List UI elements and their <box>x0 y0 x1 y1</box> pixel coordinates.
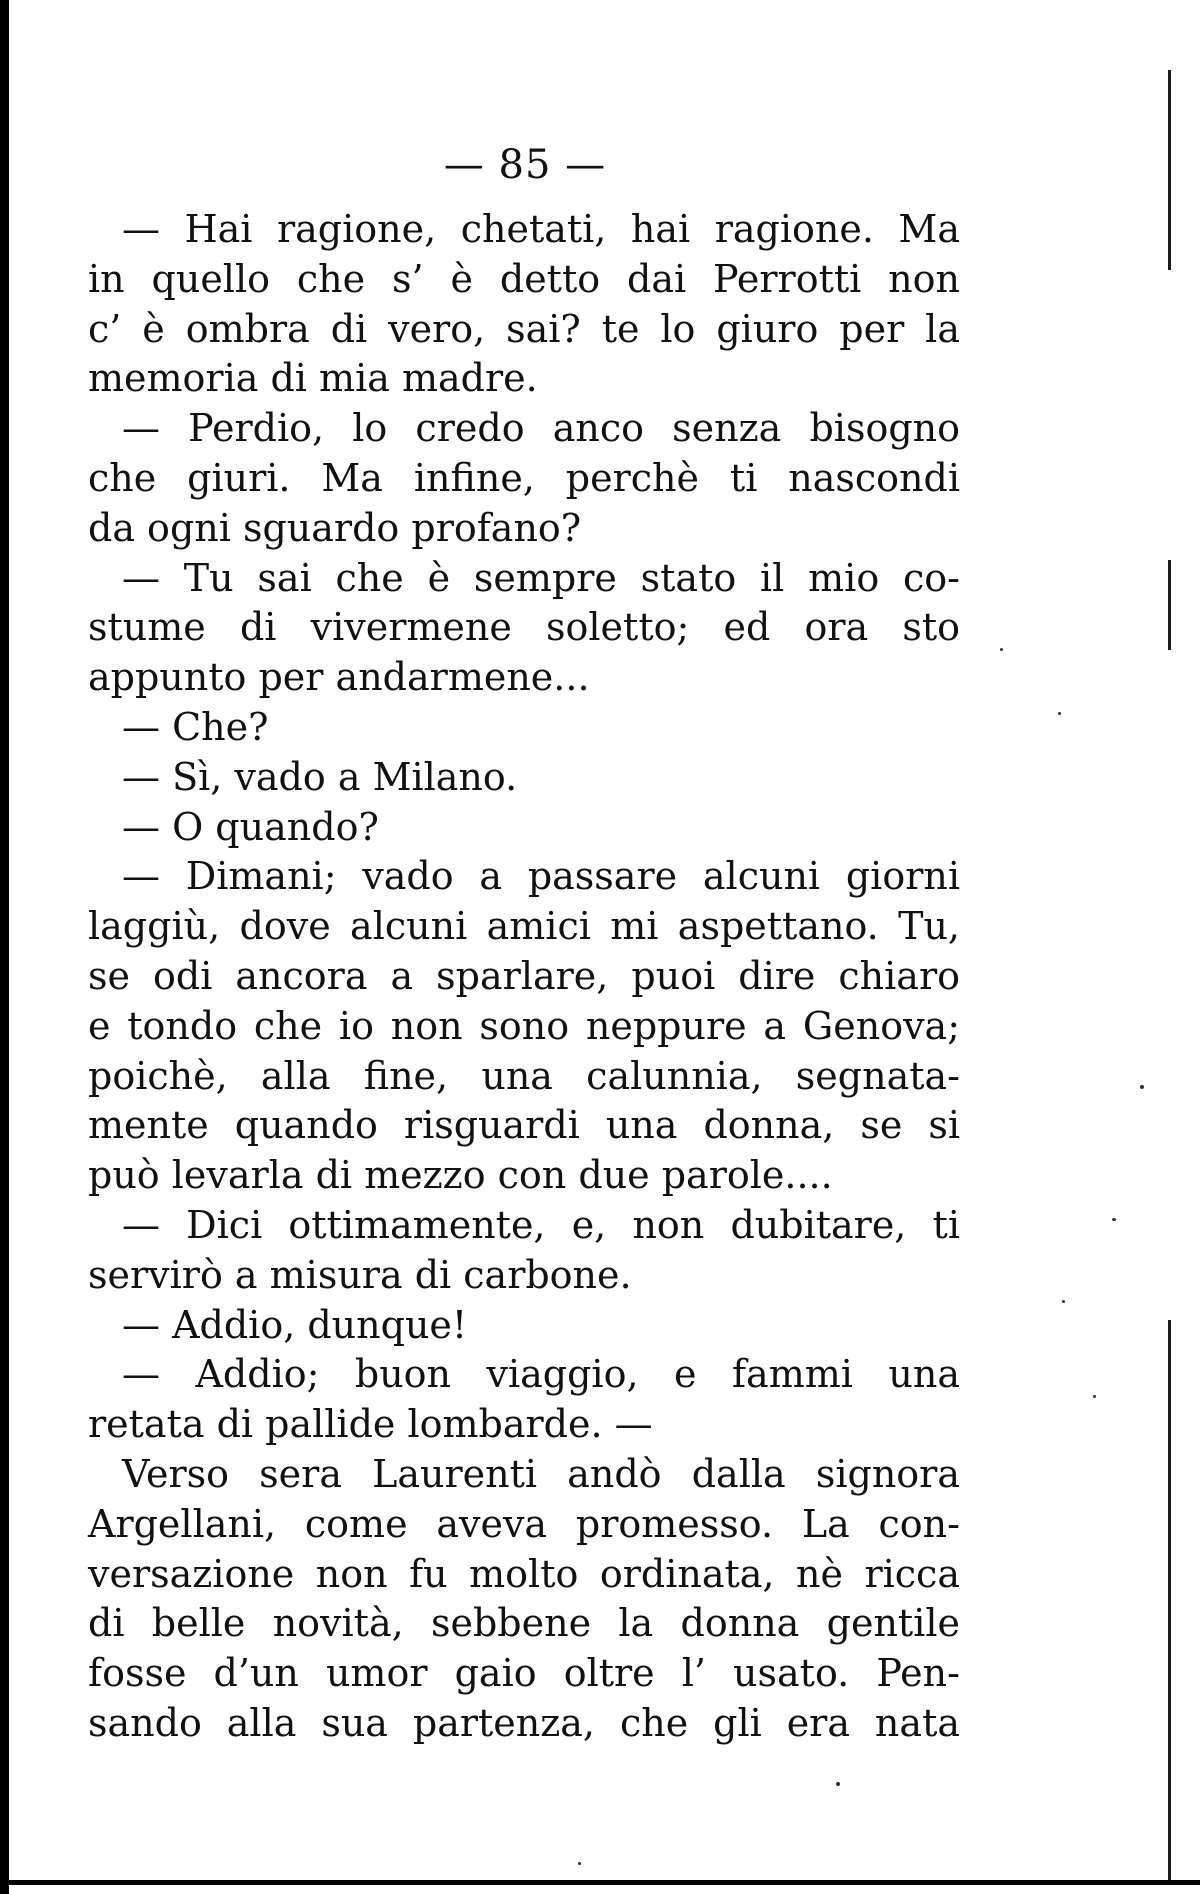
text-line: — Perdio, lo credo anco senza bisogno <box>122 406 960 451</box>
scan-speck <box>1093 1395 1096 1398</box>
page-left-edge <box>0 0 9 1894</box>
text-line: — Sì, vado a Milano. <box>122 754 518 799</box>
page-number: — 85 — <box>443 142 607 188</box>
text-line: versazione non fu molto ordinata, nè ricca <box>88 1551 960 1596</box>
text-line: laggiù, dove alcuni amici mi aspettano. Tu, <box>88 904 960 949</box>
text-line: Verso sera Laurenti andò dalla signora <box>122 1451 960 1496</box>
text-line: di belle novità, sebbene la donna gentile <box>88 1601 960 1646</box>
text-line: può levarla di mezzo con due parole.... <box>88 1153 833 1198</box>
text-line: mente quando risguardi una donna, se si <box>88 1103 960 1148</box>
text-line: — O quando? <box>122 804 379 849</box>
text-line: — Dimani; vado a passare alcuni giorni <box>122 854 960 899</box>
right-margin-rule <box>1168 1320 1171 1880</box>
page-body <box>88 205 960 1749</box>
text-line: appunto per andarmene... <box>88 655 590 700</box>
scan-speck <box>836 1782 840 1786</box>
text-line: da ogni sguardo profano? <box>88 505 582 550</box>
scan-speck <box>1062 1300 1065 1303</box>
text-line: servirò a misura di carbone. <box>88 1252 632 1297</box>
scan-speck <box>1000 648 1003 651</box>
text-line: poichè, alla fine, una calunnia, segnata- <box>88 1053 960 1098</box>
text-line: — Hai ragione, chetati, hai ragione. Ma <box>122 207 960 251</box>
scan-speck <box>1058 712 1061 715</box>
page-bottom-edge <box>0 1880 1200 1885</box>
scan-speck <box>578 1862 581 1865</box>
text-line: — Addio; buon viaggio, e fammi una <box>122 1352 960 1397</box>
text-line: — Addio, dunque! <box>122 1302 468 1347</box>
right-margin-rule <box>1168 560 1171 650</box>
right-margin-rule <box>1168 70 1171 270</box>
text-line: Argellani, come aveva promesso. La con- <box>88 1501 960 1546</box>
text-line: c’ è ombra di vero, sai? te lo giuro per la <box>88 306 960 351</box>
text-line: — Dici ottimamente, e, non dubitare, ti <box>122 1202 960 1247</box>
text-line: — Che? <box>122 704 269 749</box>
text-line: — Tu sai che è sempre stato il mio co- <box>122 555 960 600</box>
text-line: fosse d’un umor gaio oltre l’ usato. Pen- <box>88 1651 960 1696</box>
scan-speck <box>1140 1085 1144 1089</box>
text-line: che giuri. Ma infine, perchè ti nascondi <box>88 455 960 500</box>
text-line: se odi ancora a sparlare, puoi dire chiaro <box>88 953 960 998</box>
text-line: stume di vivermene soletto; ed ora sto <box>88 605 960 650</box>
text-line: memoria di mia madre. <box>88 356 538 401</box>
text-line: sando alla sua partenza, che gli era nata <box>88 1700 960 1745</box>
scan-speck <box>1112 1218 1116 1221</box>
text-line: e tondo che io non sono neppure a Genova; <box>88 1003 960 1048</box>
text-line: in quello che s’ è detto dai Perrotti non <box>88 256 960 301</box>
text-line: retata di pallide lombarde. — <box>88 1402 653 1447</box>
